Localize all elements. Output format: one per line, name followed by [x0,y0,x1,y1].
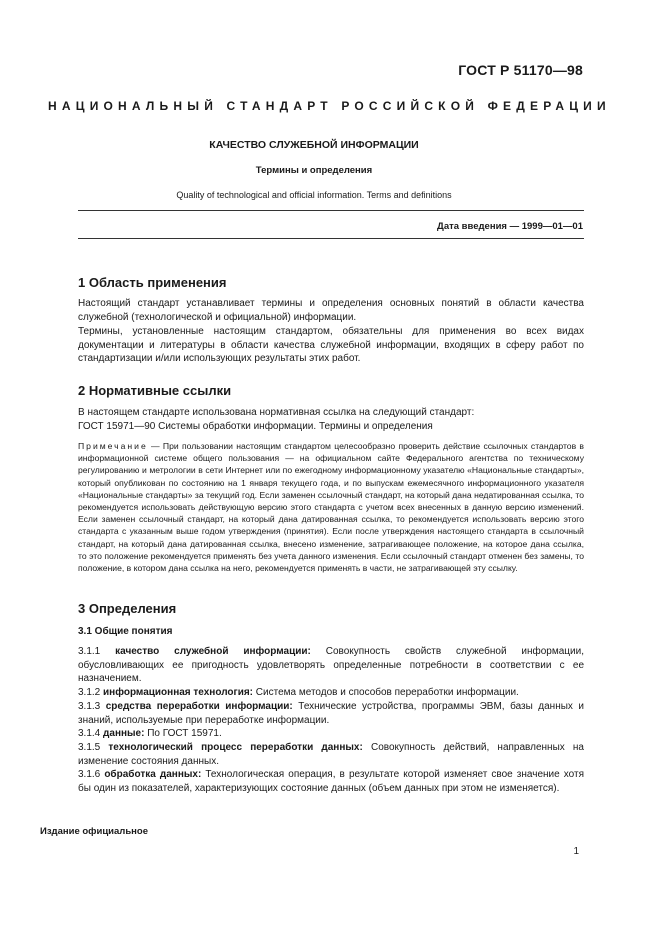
effective-date: Дата введения — 1999—01—01 [437,221,583,232]
term-entry [78,741,584,768]
page-number: 1 [573,846,579,857]
term-name: качество служебной информации: [115,646,311,657]
paragraph: В настоящем стандарте использована нормативная ссылка на следующий стандарт: [78,407,475,418]
term-number: 3.1.2 [78,687,104,698]
term-name: обработка данных: [104,769,202,780]
term-entry [78,768,584,795]
section-heading: 2 Нормативные ссылки [78,383,232,398]
term-name: технологический процесс переработки данных: [108,742,363,753]
document-title: КАЧЕСТВО СЛУЖЕБНОЙ ИНФОРМАЦИИ [209,139,419,151]
reference-entry: ГОСТ 15971—90 Системы обработки информации. Термины и определения [78,421,433,432]
term-definition: Система методов и способов переработки информации. [253,687,519,698]
paragraph [78,325,584,366]
term-definition: Технические устройства, программы ЭВМ, базы данных и знаний, используемые при переработке информации. [78,701,585,726]
document-number: ГОСТ Р 51170—98 [458,62,583,78]
term-name: данные: [103,728,145,739]
term-definition: По ГОСТ 15971. [144,728,222,739]
edition-label: Издание официальное [40,826,148,837]
note-label: Примечание [78,441,148,451]
term-name: информационная технология: [103,687,254,698]
subsection-heading: 3.1 Общие понятия [78,626,173,637]
section-heading: 3 Определения [78,601,177,616]
note-text: — При пользовании настоящим стандартом целесообразно проверить действие ссылочных стандартов в информационной системе общего пользования — на официальном сайте Федерального агентства по техническому регулированию и метрологии в сети Интернет или по ежегодному информационному указателю «Национальные стандарты», который опубликован по состоянию на 1 января текущего года, и по выпускам ежемесячного информационного указателя «Национальные стандарты» за текущий год. Если заменен ссылочный стандарт, на который дана недатированная ссылка, то рекомендуется использовать действующую версию этого стандарта с учетом всех внесенных в данную версию изменений. Если заменен ссылочный стандарт, на который дана датированная ссылка, то рекомендуется использовать версию этого стандарта с указанным выше годом утверждения (принятия). Если после утверждения настоящего стандарта в ссылочный стандарт, на который дана датированная ссылка, внесено изменение, затрагивающее положение, на которое дана ссылка, то это положение рекомендуется применять без учета данного изменения. Если ссылочный стандарт отменен без замены, то положение, в котором дана ссылка на него, рекомендуется применять в части, не затрагивающей эту ссылку. [78,441,584,574]
paragraph-text: Термины, установленные настоящим стандартом, обязательны для применения во всех видах документации и литературы в области качества служебной информации, входящих в сферу работ по стандартизации и/или использующих результаты этих работ. [78,326,584,365]
term-number: 3.1.4 [78,728,104,739]
term-number: 3.1.6 [78,769,105,780]
note [78,440,584,574]
term-definition: Совокупность свойств служебной информации, обусловливающих ее пригодность удовлетворять определенные потребности в соответствии с ее назначением. [78,646,584,685]
term-number: 3.1.3 [78,701,106,712]
term-number: 3.1.5 [78,742,109,753]
national-standard-banner: НАЦИОНАЛЬНЫЙ СТАНДАРТ РОССИЙСКОЙ ФЕДЕРАЦИИ [48,99,611,113]
term-definition: Технологическая операция, в результате которой изменяет свое значение хотя бы один из показателей, характеризующих состояние данных (объем данных при этом не изменяется). [78,769,584,794]
term-definition: Совокупность действий, направленных на изменение состояния данных. [78,742,584,767]
section-heading: 1 Область применения [78,275,227,290]
term-entry [78,686,584,700]
divider [78,238,584,239]
english-title: Quality of technological and official information. Terms and definitions [176,190,452,200]
term-number: 3.1.1 [78,646,116,657]
term-entry [78,700,584,727]
paragraph-text: Настоящий стандарт устанавливает термины и определения основных понятий в области качества служебной (технологической и официальной) информации. [78,298,584,323]
term-entry [78,727,584,741]
term-name: средства переработки информации: [105,701,293,712]
document-subtitle: Термины и определения [255,165,373,176]
divider [78,210,584,211]
term-entry [78,645,584,686]
paragraph [78,297,584,324]
